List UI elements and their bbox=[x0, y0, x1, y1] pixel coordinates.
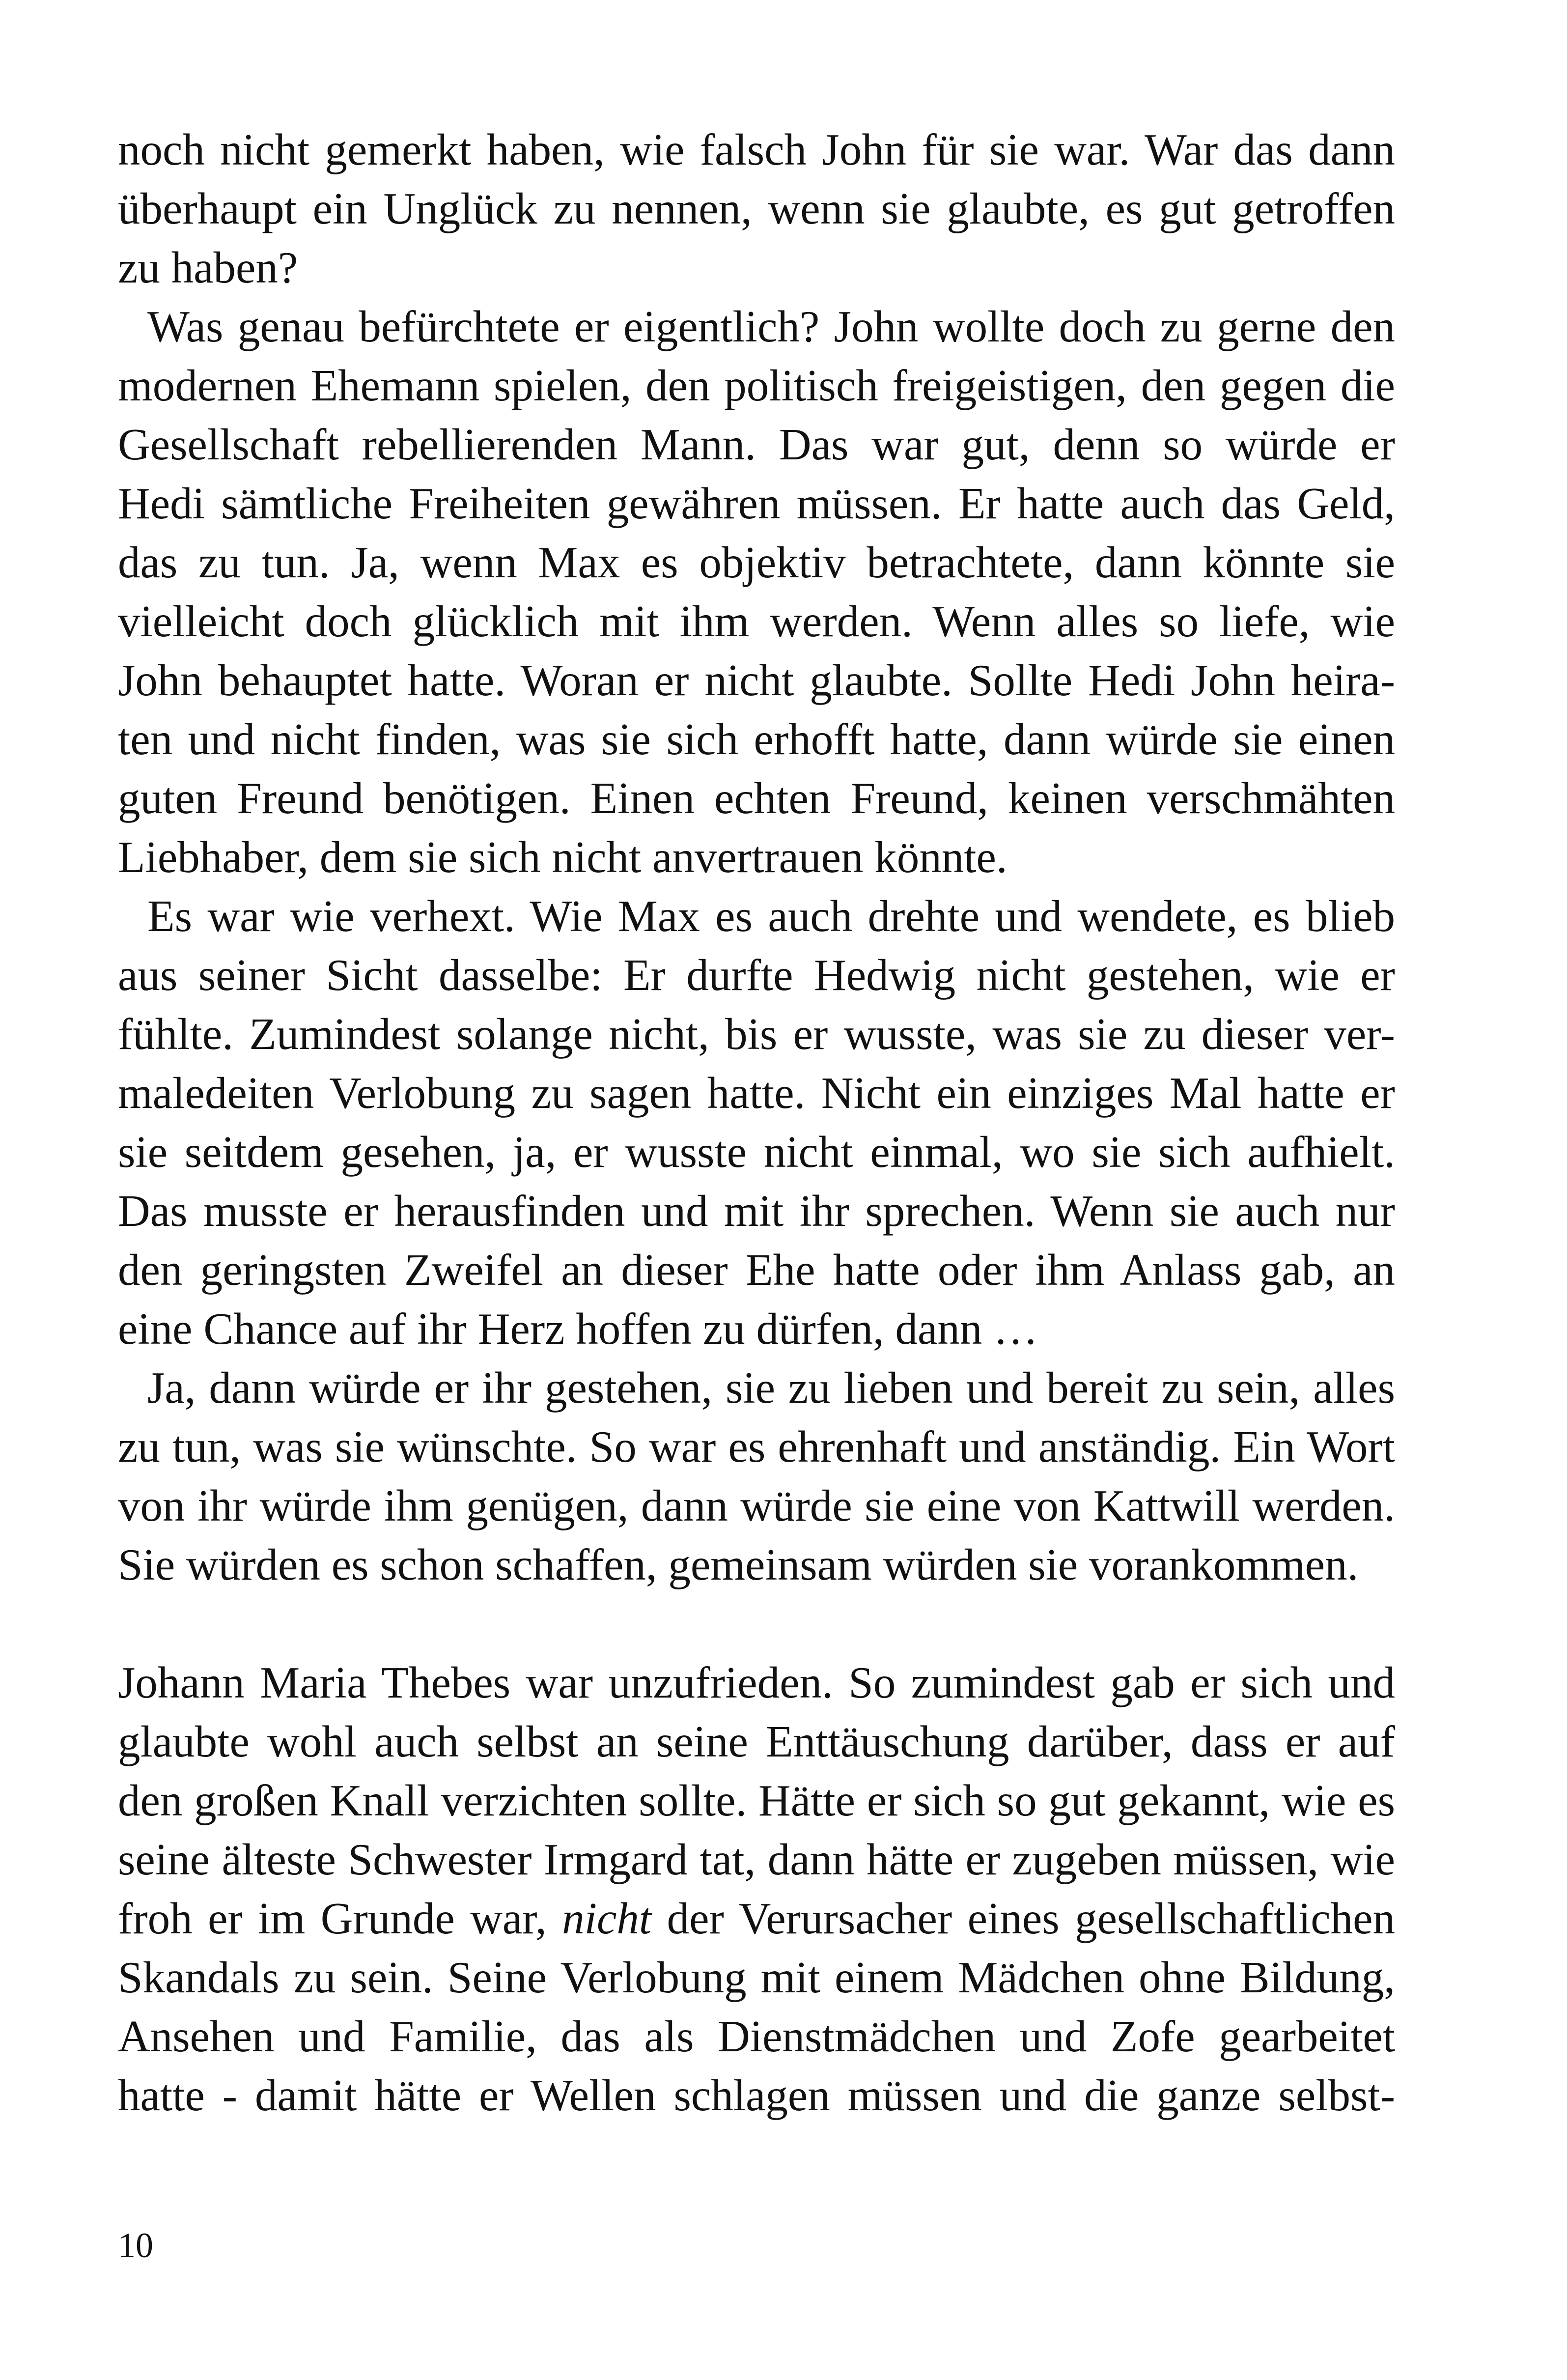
text-line: aus seiner Sicht dasselbe: Er durfte Hedwig nicht gestehen, wie er bbox=[118, 950, 1395, 1000]
text-line: zu haben? bbox=[118, 243, 298, 292]
text-line: Sie würden es schon schaffen, gemeinsam würden sie vorankommen. bbox=[118, 1540, 1359, 1589]
text-line: guten Freund benötigen. Einen echten Freund, keinen verschmähten bbox=[118, 773, 1395, 823]
text-segment: der Verursacher eines gesellschaftlichen bbox=[651, 1894, 1395, 1943]
text-line: Hedi sämtliche Freiheiten gewähren müssen. Er hatte auch das Geld, bbox=[118, 479, 1395, 528]
text-line: modernen Ehemann spielen, den politisch freigeistigen, den gegen die bbox=[118, 361, 1395, 410]
text-line: vielleicht doch glücklich mit ihm werden. Wenn alles so liefe, wie bbox=[118, 596, 1395, 646]
text-line: Ja, dann würde er ihr gestehen, sie zu lieben und bereit zu sein, alles bbox=[147, 1363, 1395, 1413]
text-segment: froh er im Grunde war, bbox=[118, 1894, 562, 1943]
text-line: zu tun, was sie wünschte. So war es ehrenhaft und anständig. Ein Wort bbox=[118, 1422, 1395, 1472]
text-line: eine Chance auf ihr Herz hoffen zu dürfen, dann … bbox=[118, 1304, 1038, 1354]
text-line bbox=[118, 1889, 1395, 1948]
text-line: hatte - damit hätte er Wellen schlagen müssen und die ganze selbst- bbox=[118, 2070, 1395, 2120]
text-line: den großen Knall verzichten sollte. Hätte er sich so gut gekannt, wie es bbox=[118, 1776, 1395, 1825]
text-line: ten und nicht finden, was sie sich erhofft hatte, dann würde sie einen bbox=[118, 714, 1395, 764]
text-line: glaubte wohl auch selbst an seine Enttäuschung darüber, dass er auf bbox=[118, 1717, 1395, 1766]
text-line: Das musste er herausfinden und mit ihr sprechen. Wenn sie auch nur bbox=[118, 1186, 1395, 1236]
text-line: fühlte. Zumindest solange nicht, bis er wusste, was sie zu dieser ver- bbox=[118, 1009, 1395, 1059]
emphasized-word: nicht bbox=[562, 1894, 652, 1943]
text-line: Ansehen und Familie, das als Dienstmädchen und Zofe gearbeitet bbox=[118, 2012, 1395, 2061]
text-line: John behauptet hatte. Woran er nicht glaubte. Sollte Hedi John heira- bbox=[118, 655, 1395, 705]
text-line: den geringsten Zweifel an dieser Ehe hatte oder ihm Anlass gab, an bbox=[118, 1245, 1395, 1295]
text-line: Skandals zu sein. Seine Verlobung mit einem Mädchen ohne Bildung, bbox=[118, 1953, 1395, 2002]
text-line: überhaupt ein Unglück zu nennen, wenn sie glaubte, es gut getroffen bbox=[118, 184, 1395, 233]
text-line: Johann Maria Thebes war unzufrieden. So zumindest gab er sich und bbox=[118, 1658, 1395, 1707]
text-line: noch nicht gemerkt haben, wie falsch John für sie war. War das dann bbox=[118, 125, 1395, 174]
page-number: 10 bbox=[118, 2226, 153, 2265]
text-line: sie seitdem gesehen, ja, er wusste nicht einmal, wo sie sich aufhielt. bbox=[118, 1127, 1395, 1177]
text-line: Gesellschaft rebellierenden Mann. Das war gut, denn so würde er bbox=[118, 420, 1395, 469]
text-line: Liebhaber, dem sie sich nicht anvertrauen könnte. bbox=[118, 832, 1007, 882]
text-line: das zu tun. Ja, wenn Max es objektiv betrachtete, dann könnte sie bbox=[118, 538, 1395, 587]
text-line: Es war wie verhext. Wie Max es auch drehte und wendete, es blieb bbox=[147, 891, 1395, 941]
text-line: Was genau befürchtete er eigentlich? John wollte doch zu gerne den bbox=[147, 302, 1395, 351]
text-line: seine älteste Schwester Irmgard tat, dann hätte er zugeben müssen, wie bbox=[118, 1835, 1395, 1884]
text-line: maledeiten Verlobung zu sagen hatte. Nicht ein einziges Mal hatte er bbox=[118, 1068, 1395, 1118]
text-line: von ihr würde ihm genügen, dann würde sie eine von Kattwill werden. bbox=[118, 1481, 1395, 1530]
